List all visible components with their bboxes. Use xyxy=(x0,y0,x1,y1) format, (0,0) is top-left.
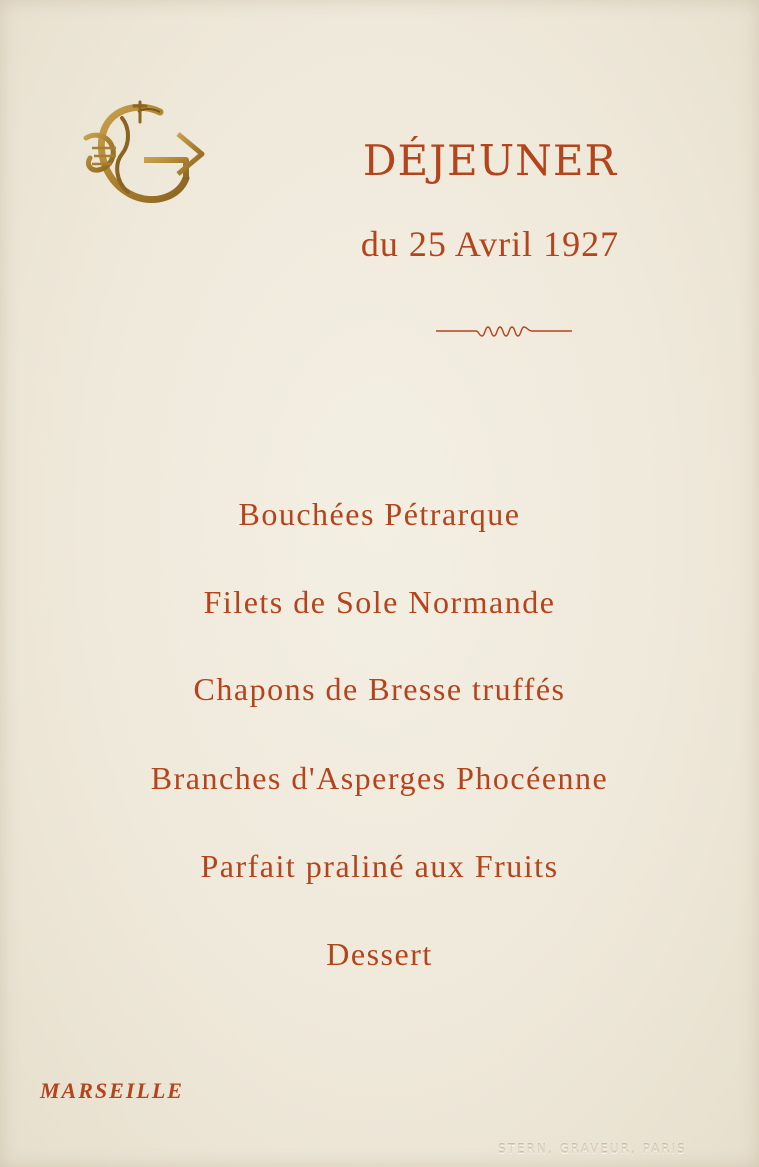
menu-item: Parfait praliné aux Fruits xyxy=(200,848,559,884)
menu-item: Dessert xyxy=(326,936,433,972)
page-title: DÉJEUNER xyxy=(362,136,618,185)
printer-imprint: STERN, GRAVEUR, PARIS xyxy=(498,1142,687,1156)
flourish-divider-icon xyxy=(436,322,572,338)
menu-item: Branches d'Asperges Phocéenne xyxy=(150,760,609,796)
menu-item: Chapons de Bresse truffés xyxy=(193,671,566,707)
menu-item: Bouchées Pétrarque xyxy=(238,496,521,532)
event-date: du 25 Avril 1927 xyxy=(360,224,620,264)
location-label: MARSEILLE xyxy=(40,1078,184,1103)
monogram-icon xyxy=(82,98,206,214)
menu-item: Filets de Sole Normande xyxy=(203,584,556,620)
